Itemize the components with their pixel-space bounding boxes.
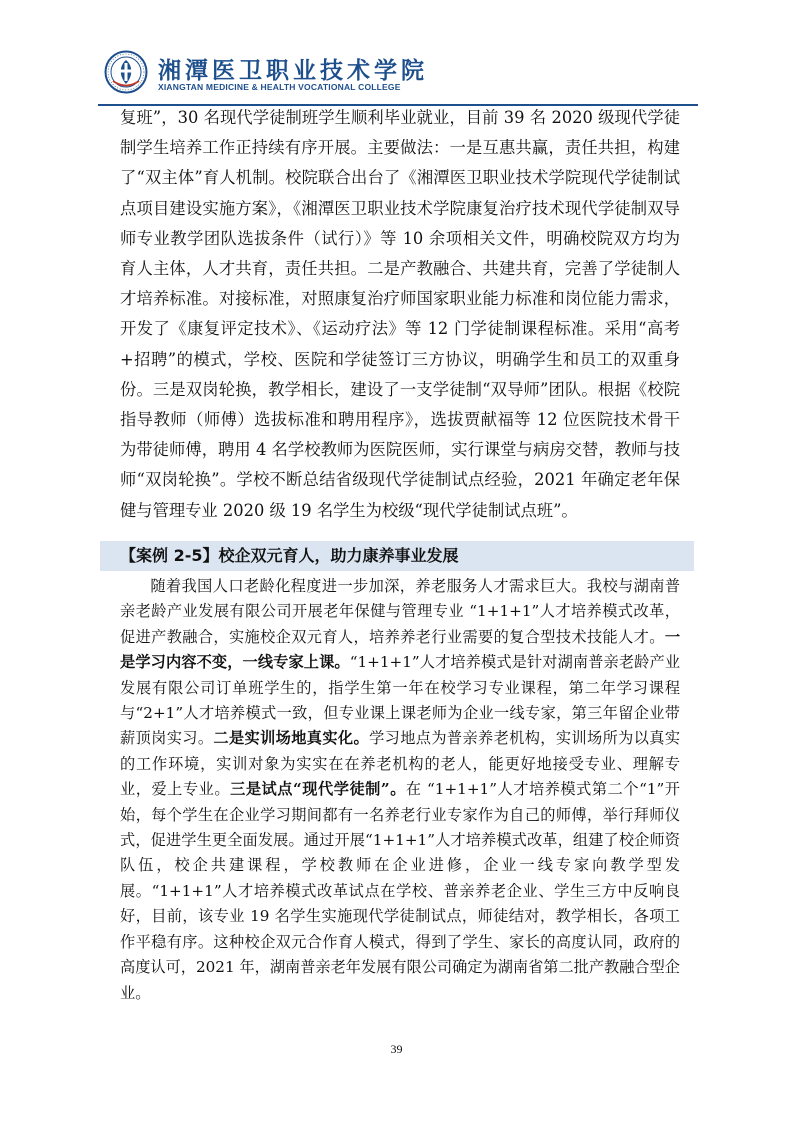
school-name-english: XIANGTAN MEDICINE & HEALTH VOCATIONAL COLLEGE <box>158 82 401 92</box>
case-title: 【案例 2-5】校企双元育人，助力康养事业发展 <box>120 546 459 565</box>
case-text-1: 随着我国人口老龄化程度进一步加深，养老服务人才需求巨大。我校与湖南普亲老龄产业发展有限公司开展老年保健与管理专业 “1+1+1”人才培养模式改革，促进产教融合，实施校企双元育人，培养养老行业需要的复合型技术技能人才。 <box>120 577 680 646</box>
case-text-4: 在 “1+1+1”人才培养模式第二个“1”开始，每个学生在企业学习期间都有一名养老行业专家作为自己的师傅，举行拜师仪式，促进学生更全面发展。通过开展“1+1+1”人才培养模式改革，组建了校企师资队伍，校企共建课程，学校教师在企业进修，企业一线专家向教学型发展。“1+1+1”人才培养模式改革试点在学校、普亲养老企业、学生三方中反响良好，目前，该专业 19 名学生实施现代学徒制试点，师徒结对，教学相长，各项工作平稳有序。这种校企双元合作育人模式，得到了学生、家长的高度认同，政府的高度认可，2021 年，湖南普亲老年发展有限公司确定为湖南省第二批产教融合型企业。 <box>120 780 680 1002</box>
case-text-2: “1+1+1”人才培养模式是针对湖南普亲老龄产业发展有限公司订单班学生的，指学生第一年在校学习专业课程，第二年学习课程与“2+1”人才培养模式一致，但专业课上课老师为企业一线专家，第三年留企业带薪顶岗实习。 <box>120 653 681 748</box>
page-number: 39 <box>390 1042 403 1056</box>
case-point-3: 三是试点“现代学徒制”。 <box>230 780 406 799</box>
body-paragraph: 复班”，30 名现代学徒制班学生顺利毕业就业，目前 39 名 2020 级现代学徒制学生培养工作正持续有序开展。主要做法：一是互惠共赢，责任共担，构建了“双主体”育人机制。校院联合出台了《湘潭医卫职业技术学院现代学徒制试点项目建设实施方案》，《湘潭医卫职业技术学院康复治疗技术现代学徒制双导师专业教学团队选拔条件（试行）》等 10 余项相关文件，明确校院双方均为育人主体，人才共育，责任共担。二是产教融合、共建共育，完善了学徒制人才培养标准。对接标准，对照康复治疗师国家职业能力标准和岗位能力需求，开发了《康复评定技术》、《运动疗法》等 12 门学徒制课程标准。采用“高考+招聘”的模式，学校、医院和学徒签订三方协议，明确学生和员工的双重身份。三是双岗轮换，教学相长，建设了一支学徒制“双导师”团队。根据《校院指导教师（师傅）选拔标准和聘用程序》，选拔贾献福等 12 位医院技术骨干为带徒师傅，聘用 4 名学校教师为医院医师，实行课堂与病房交替，教师与技师“双岗轮换”。学校不断总结省级现代学徒制试点经验，2021 年确定老年保健与管理专业 2020 级 19 名学生为校级“现代学徒制试点班”。 <box>120 108 680 520</box>
case-point-2: 二是实训场地真实化。 <box>213 729 370 748</box>
case-paragraph <box>120 574 680 1006</box>
case-text-3: 学习地点为普亲养老机构，实训场所为以真实的工作环境，实训对象为实实在在养老机构的老人，能更好地接受专业、理解专业，爱上专业。 <box>120 729 681 799</box>
school-name-chinese: 湘潭医卫职业技术学院 <box>158 57 428 84</box>
college-emblem-icon <box>104 50 148 94</box>
case-point-1: 一是学习内容不变，一线专家上课。 <box>120 627 680 672</box>
page-header <box>104 50 704 106</box>
